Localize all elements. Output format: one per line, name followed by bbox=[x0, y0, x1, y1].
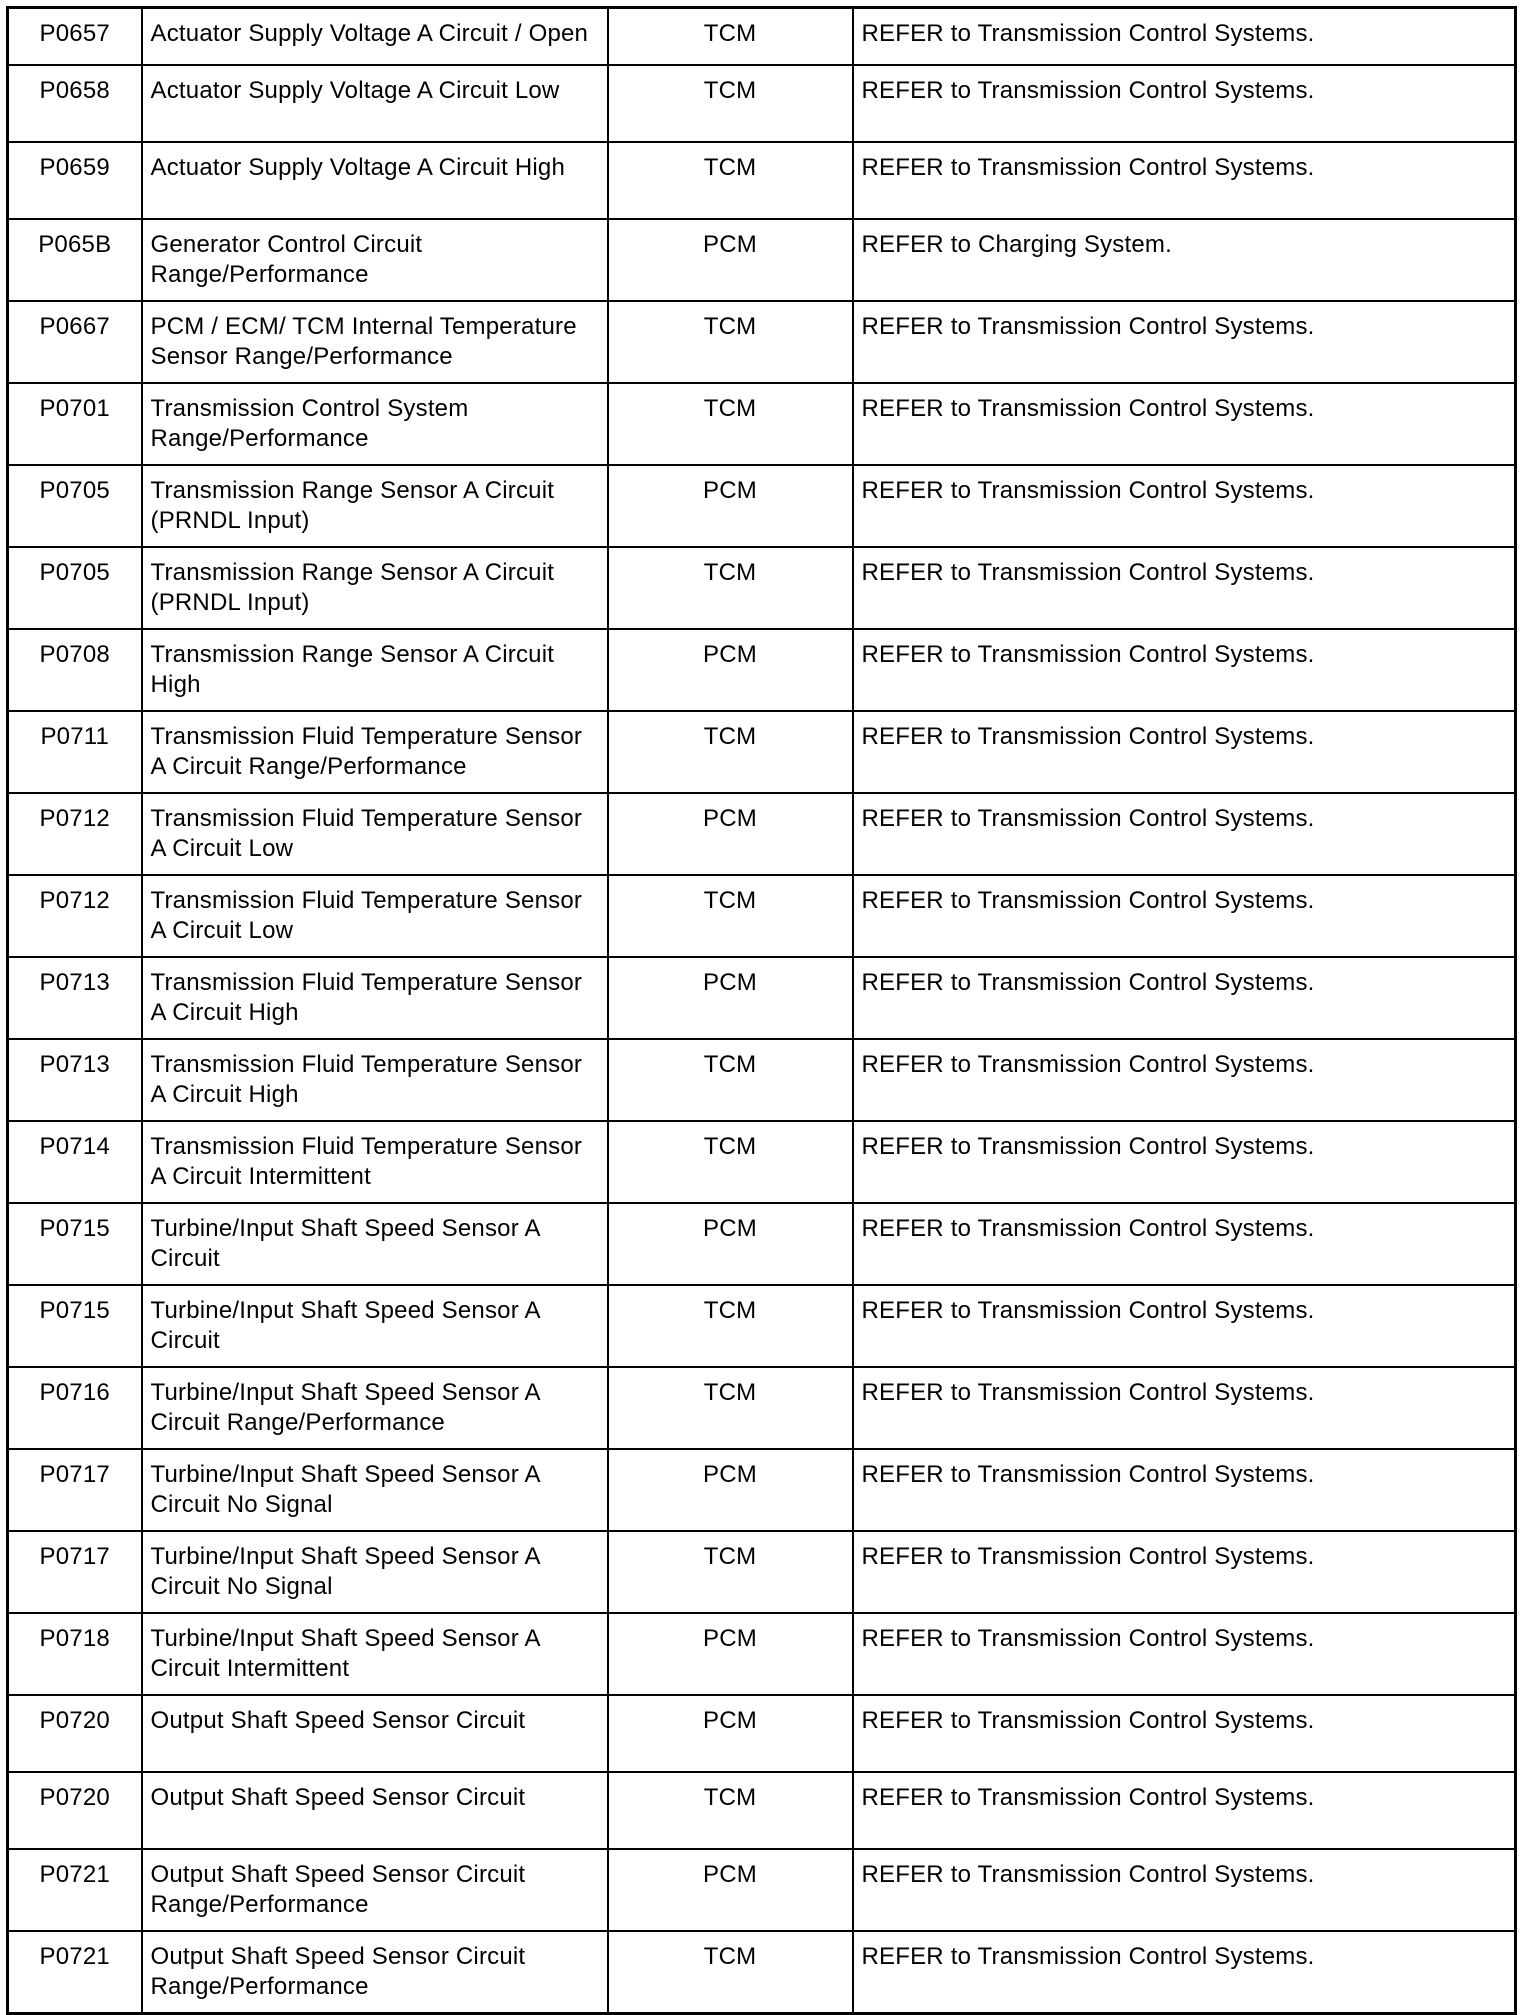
dtc-code-cell: P0713 bbox=[8, 957, 142, 1039]
table-row bbox=[8, 1039, 1516, 1121]
dtc-action-cell: REFER to Transmission Control Systems. bbox=[853, 1772, 1516, 1849]
dtc-description-cell: Transmission Fluid Temperature Sensor A Circuit Intermittent bbox=[142, 1121, 608, 1203]
dtc-table-body bbox=[8, 8, 1516, 2014]
dtc-description-cell: Transmission Fluid Temperature Sensor A Circuit High bbox=[142, 1039, 608, 1121]
dtc-code-cell: P0721 bbox=[8, 1931, 142, 2014]
dtc-code-cell: P0715 bbox=[8, 1285, 142, 1367]
dtc-module-cell: PCM bbox=[608, 793, 853, 875]
dtc-action-cell: REFER to Transmission Control Systems. bbox=[853, 142, 1516, 219]
dtc-action-cell: REFER to Transmission Control Systems. bbox=[853, 1285, 1516, 1367]
dtc-description-cell: Turbine/Input Shaft Speed Sensor A Circuit Range/Performance bbox=[142, 1367, 608, 1449]
dtc-description-cell: Transmission Fluid Temperature Sensor A Circuit High bbox=[142, 957, 608, 1039]
table-row bbox=[8, 629, 1516, 711]
dtc-description-cell: Actuator Supply Voltage A Circuit / Open bbox=[142, 8, 608, 66]
dtc-action-cell: REFER to Transmission Control Systems. bbox=[853, 465, 1516, 547]
dtc-action-cell: REFER to Transmission Control Systems. bbox=[853, 8, 1516, 66]
dtc-description-cell: Transmission Range Sensor A Circuit (PRNDL Input) bbox=[142, 465, 608, 547]
table-row bbox=[8, 1695, 1516, 1772]
dtc-description-cell: Turbine/Input Shaft Speed Sensor A Circuit No Signal bbox=[142, 1531, 608, 1613]
table-row bbox=[8, 1613, 1516, 1695]
dtc-code-cell: P0712 bbox=[8, 875, 142, 957]
dtc-action-cell: REFER to Transmission Control Systems. bbox=[853, 1849, 1516, 1931]
dtc-code-cell: P0667 bbox=[8, 301, 142, 383]
dtc-code-cell: P0718 bbox=[8, 1613, 142, 1695]
dtc-description-cell: Output Shaft Speed Sensor Circuit Range/Performance bbox=[142, 1849, 608, 1931]
table-row bbox=[8, 1285, 1516, 1367]
table-row bbox=[8, 1931, 1516, 2014]
dtc-action-cell: REFER to Transmission Control Systems. bbox=[853, 1613, 1516, 1695]
dtc-module-cell: TCM bbox=[608, 1931, 853, 2014]
table-row bbox=[8, 383, 1516, 465]
dtc-module-cell: PCM bbox=[608, 1849, 853, 1931]
dtc-action-cell: REFER to Transmission Control Systems. bbox=[853, 1203, 1516, 1285]
dtc-description-cell: Transmission Range Sensor A Circuit (PRNDL Input) bbox=[142, 547, 608, 629]
table-row bbox=[8, 793, 1516, 875]
dtc-action-cell: REFER to Transmission Control Systems. bbox=[853, 793, 1516, 875]
dtc-description-cell: PCM / ECM/ TCM Internal Temperature Sensor Range/Performance bbox=[142, 301, 608, 383]
dtc-description-cell: Transmission Control System Range/Performance bbox=[142, 383, 608, 465]
dtc-action-cell: REFER to Transmission Control Systems. bbox=[853, 1695, 1516, 1772]
dtc-description-cell: Actuator Supply Voltage A Circuit High bbox=[142, 142, 608, 219]
dtc-module-cell: TCM bbox=[608, 547, 853, 629]
table-row bbox=[8, 1531, 1516, 1613]
table-row bbox=[8, 1449, 1516, 1531]
dtc-code-cell: P0721 bbox=[8, 1849, 142, 1931]
dtc-module-cell: TCM bbox=[608, 8, 853, 66]
dtc-code-cell: P0659 bbox=[8, 142, 142, 219]
dtc-module-cell: TCM bbox=[608, 65, 853, 142]
table-row bbox=[8, 1772, 1516, 1849]
dtc-action-cell: REFER to Transmission Control Systems. bbox=[853, 1367, 1516, 1449]
dtc-code-cell: P0657 bbox=[8, 8, 142, 66]
dtc-description-cell: Turbine/Input Shaft Speed Sensor A Circuit Intermittent bbox=[142, 1613, 608, 1695]
table-row bbox=[8, 1121, 1516, 1203]
dtc-module-cell: TCM bbox=[608, 301, 853, 383]
dtc-code-cell: P0713 bbox=[8, 1039, 142, 1121]
dtc-code-cell: P0705 bbox=[8, 547, 142, 629]
dtc-module-cell: PCM bbox=[608, 465, 853, 547]
dtc-code-cell: P0712 bbox=[8, 793, 142, 875]
dtc-description-cell: Transmission Range Sensor A Circuit High bbox=[142, 629, 608, 711]
dtc-action-cell: REFER to Transmission Control Systems. bbox=[853, 711, 1516, 793]
dtc-code-cell: P0715 bbox=[8, 1203, 142, 1285]
dtc-module-cell: TCM bbox=[608, 1039, 853, 1121]
dtc-action-cell: REFER to Transmission Control Systems. bbox=[853, 629, 1516, 711]
dtc-code-cell: P0708 bbox=[8, 629, 142, 711]
dtc-action-cell: REFER to Charging System. bbox=[853, 219, 1516, 301]
dtc-code-cell: P065B bbox=[8, 219, 142, 301]
dtc-description-cell: Output Shaft Speed Sensor Circuit bbox=[142, 1772, 608, 1849]
table-row bbox=[8, 711, 1516, 793]
dtc-module-cell: PCM bbox=[608, 629, 853, 711]
table-row bbox=[8, 957, 1516, 1039]
dtc-description-cell: Transmission Fluid Temperature Sensor A Circuit Range/Performance bbox=[142, 711, 608, 793]
table-row bbox=[8, 465, 1516, 547]
table-row bbox=[8, 1849, 1516, 1931]
dtc-module-cell: TCM bbox=[608, 383, 853, 465]
dtc-action-cell: REFER to Transmission Control Systems. bbox=[853, 547, 1516, 629]
dtc-code-cell: P0717 bbox=[8, 1449, 142, 1531]
table-row bbox=[8, 301, 1516, 383]
table-row bbox=[8, 875, 1516, 957]
dtc-description-cell: Output Shaft Speed Sensor Circuit Range/Performance bbox=[142, 1931, 608, 2014]
dtc-description-cell: Transmission Fluid Temperature Sensor A Circuit Low bbox=[142, 793, 608, 875]
dtc-table bbox=[6, 6, 1517, 2015]
dtc-action-cell: REFER to Transmission Control Systems. bbox=[853, 1531, 1516, 1613]
document-page bbox=[6, 6, 1514, 2015]
table-row bbox=[8, 1367, 1516, 1449]
dtc-module-cell: PCM bbox=[608, 1449, 853, 1531]
dtc-action-cell: REFER to Transmission Control Systems. bbox=[853, 301, 1516, 383]
dtc-action-cell: REFER to Transmission Control Systems. bbox=[853, 1931, 1516, 2014]
dtc-action-cell: REFER to Transmission Control Systems. bbox=[853, 1039, 1516, 1121]
dtc-module-cell: TCM bbox=[608, 142, 853, 219]
dtc-module-cell: PCM bbox=[608, 957, 853, 1039]
dtc-code-cell: P0720 bbox=[8, 1695, 142, 1772]
table-row bbox=[8, 219, 1516, 301]
dtc-module-cell: TCM bbox=[608, 711, 853, 793]
dtc-description-cell: Turbine/Input Shaft Speed Sensor A Circuit No Signal bbox=[142, 1449, 608, 1531]
dtc-action-cell: REFER to Transmission Control Systems. bbox=[853, 1121, 1516, 1203]
dtc-action-cell: REFER to Transmission Control Systems. bbox=[853, 957, 1516, 1039]
dtc-code-cell: P0717 bbox=[8, 1531, 142, 1613]
table-row bbox=[8, 142, 1516, 219]
dtc-description-cell: Transmission Fluid Temperature Sensor A Circuit Low bbox=[142, 875, 608, 957]
dtc-module-cell: TCM bbox=[608, 1531, 853, 1613]
table-row bbox=[8, 65, 1516, 142]
dtc-description-cell: Turbine/Input Shaft Speed Sensor A Circuit bbox=[142, 1203, 608, 1285]
dtc-description-cell: Actuator Supply Voltage A Circuit Low bbox=[142, 65, 608, 142]
dtc-module-cell: TCM bbox=[608, 1285, 853, 1367]
dtc-action-cell: REFER to Transmission Control Systems. bbox=[853, 875, 1516, 957]
dtc-code-cell: P0658 bbox=[8, 65, 142, 142]
dtc-module-cell: TCM bbox=[608, 1367, 853, 1449]
dtc-module-cell: TCM bbox=[608, 1772, 853, 1849]
dtc-module-cell: PCM bbox=[608, 1203, 853, 1285]
dtc-code-cell: P0701 bbox=[8, 383, 142, 465]
dtc-code-cell: P0716 bbox=[8, 1367, 142, 1449]
dtc-code-cell: P0711 bbox=[8, 711, 142, 793]
dtc-code-cell: P0705 bbox=[8, 465, 142, 547]
dtc-description-cell: Generator Control Circuit Range/Performance bbox=[142, 219, 608, 301]
dtc-module-cell: TCM bbox=[608, 875, 853, 957]
dtc-module-cell: PCM bbox=[608, 219, 853, 301]
dtc-module-cell: PCM bbox=[608, 1613, 853, 1695]
dtc-code-cell: P0720 bbox=[8, 1772, 142, 1849]
table-row bbox=[8, 547, 1516, 629]
dtc-description-cell: Output Shaft Speed Sensor Circuit bbox=[142, 1695, 608, 1772]
table-row bbox=[8, 8, 1516, 66]
dtc-description-cell: Turbine/Input Shaft Speed Sensor A Circuit bbox=[142, 1285, 608, 1367]
dtc-module-cell: TCM bbox=[608, 1121, 853, 1203]
dtc-code-cell: P0714 bbox=[8, 1121, 142, 1203]
dtc-action-cell: REFER to Transmission Control Systems. bbox=[853, 65, 1516, 142]
dtc-action-cell: REFER to Transmission Control Systems. bbox=[853, 383, 1516, 465]
table-row bbox=[8, 1203, 1516, 1285]
dtc-module-cell: PCM bbox=[608, 1695, 853, 1772]
dtc-action-cell: REFER to Transmission Control Systems. bbox=[853, 1449, 1516, 1531]
